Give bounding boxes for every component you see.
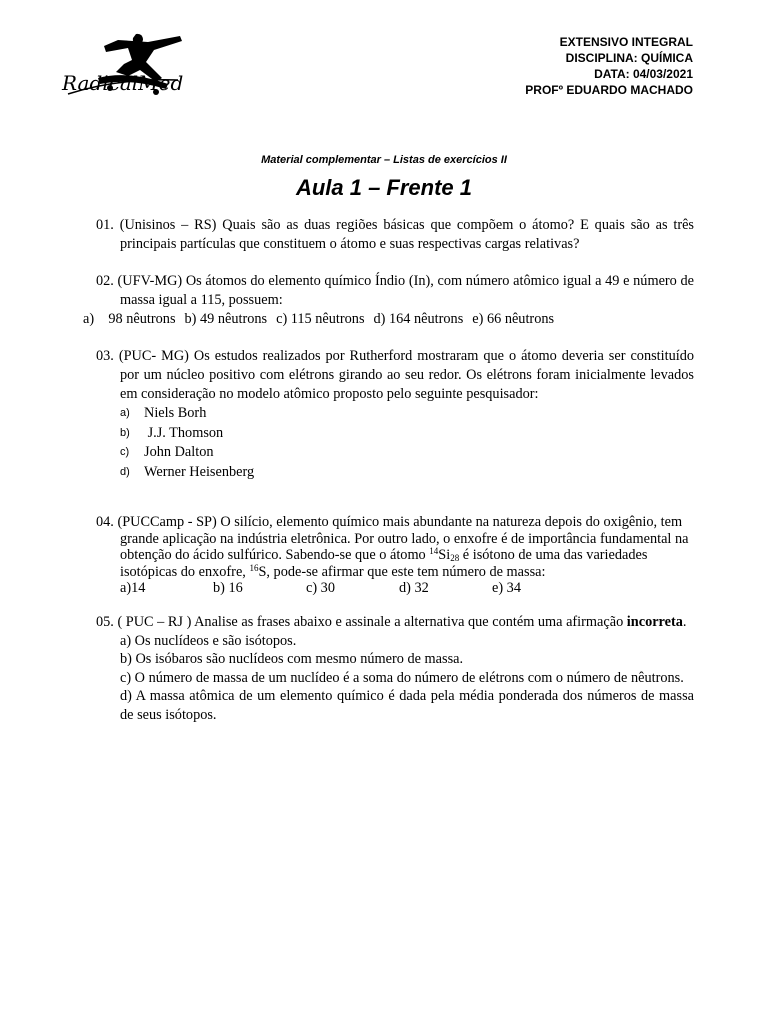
question-03-options bbox=[96, 404, 694, 482]
sulfur-symbol: S bbox=[258, 563, 267, 580]
question-02-text: 02. (UFV-MG) Os átomos do elemento químico Índio (In), com número atômico igual a 49 e número de massa igual a 115, possuem: bbox=[96, 273, 694, 308]
question-03-text: 03. (PUC- MG) Os estudos realizados por Rutherford mostraram que o átomo deveria ser constituído por um núcleo positivo com elétrons girando ao seu redor. Os elétrons foram inicialmente levados em consideração no modelo atômico proposto pelo seguinte pesquisador: bbox=[96, 348, 694, 402]
option-a: a) 98 nêutrons bbox=[83, 311, 176, 327]
question-04-part1: 04. (PUCCamp - SP) O silício, elemento químico mais abundante na natureza depois do oxigênio, tem grande aplicação na indústria eletrônica. Por outro lado, o enxofre é de importância fundamental na obtenção do ácido sulfúrico. Sabendo-se que o átomo bbox=[96, 514, 689, 563]
question-02-options bbox=[83, 310, 694, 329]
question-05-part2: . bbox=[682, 613, 687, 630]
question-01 bbox=[96, 216, 694, 254]
radical-med-logo bbox=[58, 32, 188, 107]
question-04-part3: , pode-se afirmar que este tem número de massa: bbox=[266, 563, 546, 580]
option-label: d) bbox=[120, 465, 130, 478]
silicon-mass-number: 28 bbox=[450, 553, 460, 563]
option-b: b) 49 nêutrons bbox=[184, 311, 268, 327]
option-a: a)14 bbox=[120, 580, 146, 596]
list-item bbox=[120, 463, 694, 483]
option-label: a) bbox=[120, 407, 130, 420]
question-01-text: 01. (Unisinos – RS) Quais são as duas regiões básicas que compõem o átomo? E quais são as três principais partículas que constituem o átomo e suas respectivas cargas relativas? bbox=[96, 217, 694, 252]
option-b: b) 16 bbox=[213, 580, 243, 596]
question-05-options bbox=[96, 632, 694, 725]
option-d: d) 32 bbox=[399, 580, 429, 596]
date: DATA: 04/03/2021 bbox=[594, 67, 693, 81]
discipline: DISCIPLINA: QUÍMICA bbox=[565, 51, 693, 65]
list-item bbox=[120, 404, 694, 424]
sulfur-atomic-number: 16 bbox=[249, 562, 259, 573]
svg-text:RadicalMed: RadicalMed bbox=[62, 71, 184, 95]
silicon-symbol: Si bbox=[438, 547, 451, 563]
option-d: d) 164 nêutrons bbox=[373, 311, 464, 327]
course-name: EXTENSIVO INTEGRAL bbox=[559, 35, 693, 49]
question-04-options bbox=[96, 580, 694, 597]
skater-logo-graphic bbox=[58, 32, 188, 107]
option-c: c) O número de massa de um nuclídeo é a soma do número de elétrons com o número de nêutrons. bbox=[120, 669, 684, 686]
option-d: d) A massa atômica de um elemento químico é dada pela média ponderada dos números de massa de seus isótopos. bbox=[120, 688, 694, 723]
teacher: PROFº EDUARDO MACHADO bbox=[525, 83, 693, 97]
material-subtitle: Material complementar – Listas de exercícios II bbox=[261, 154, 507, 166]
option-text: Niels Borh bbox=[144, 405, 207, 422]
question-03 bbox=[96, 347, 694, 482]
option-c: c) 30 bbox=[306, 580, 335, 596]
question-05-part1: 05. ( PUC – RJ ) Analise as frases abaixo e assinale a alternativa que contém uma afirmação bbox=[96, 613, 627, 630]
question-02 bbox=[83, 272, 694, 329]
option-label: b) bbox=[120, 426, 130, 439]
silicon-atomic-number: 14 bbox=[429, 546, 439, 556]
question-05-emphasis: incorreta bbox=[626, 613, 683, 630]
option-text: Werner Heisenberg bbox=[144, 463, 255, 480]
option-a: a) Os nuclídeos e são isótopos. bbox=[120, 632, 297, 649]
question-04-part2: é isótono de uma das variedades isotópicas do enxofre, bbox=[120, 547, 648, 580]
list-item bbox=[120, 424, 694, 444]
list-item bbox=[120, 443, 694, 463]
question-04 bbox=[96, 514, 694, 597]
option-text: John Dalton bbox=[144, 444, 214, 461]
option-e: e) 34 bbox=[492, 580, 521, 596]
question-04-text bbox=[96, 514, 694, 580]
course-header bbox=[525, 34, 693, 98]
exercise-list bbox=[83, 216, 694, 724]
question-05-text bbox=[96, 613, 694, 632]
option-label: c) bbox=[120, 446, 130, 459]
option-c: c) 115 nêutrons bbox=[276, 311, 365, 327]
page-title: Aula 1 – Frente 1 bbox=[295, 175, 473, 200]
option-b: b) Os isóbaros são nuclídeos com mesmo número de massa. bbox=[120, 651, 464, 667]
option-e: e) 66 nêutrons bbox=[472, 311, 555, 327]
option-text: J.J. Thomson bbox=[144, 424, 224, 441]
question-05 bbox=[96, 613, 694, 725]
